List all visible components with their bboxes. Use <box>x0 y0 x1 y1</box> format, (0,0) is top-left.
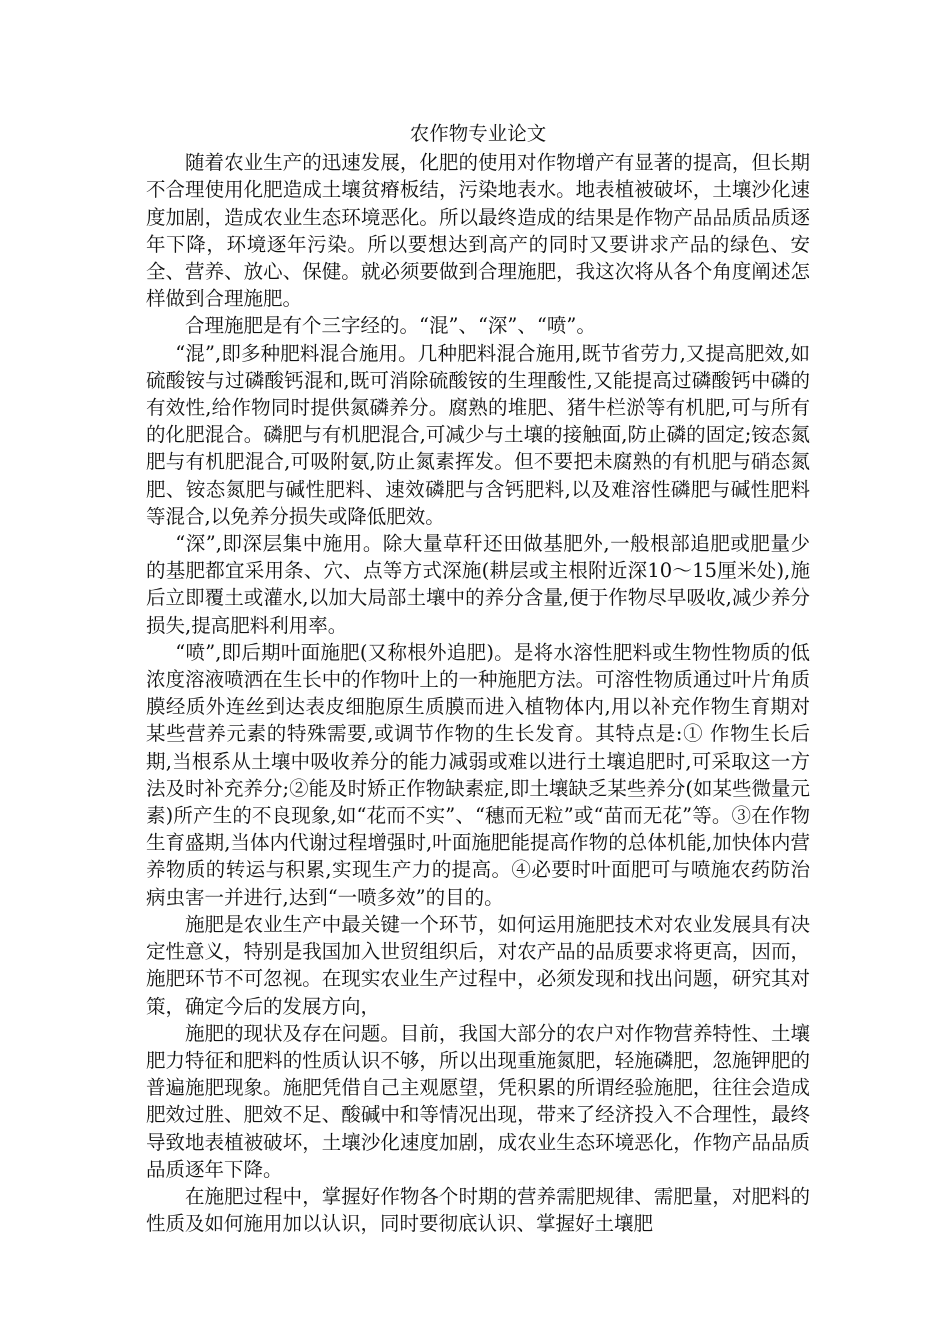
paragraph-deep: “深”,即深层集中施用。除大量草秆还田做基肥外,一般根部追肥或肥量少的基肥都宜采用条、穴、点等方式深施(耕层或主根附近深10～15厘米处),施后立即覆土或灌水,以加大局部土壤中的养分含量,便于作物尽早吸收,减少养分损失,提高肥料利用率。 <box>146 532 810 637</box>
paragraph-status: 施肥的现状及存在问题。目前，我国大部分的农户对作物营养特性、土壤肥力特征和肥料的性质认识不够，所以出现重施氮肥，轻施磷肥，忽施钾肥的普遍施肥现象。施肥凭借自己主观愿望，凭积累的所谓经验施肥，往往会造成肥效过胜、肥效不足、酸碱中和等情况出现，带来了经济投入不合理性，最终导致地表植被破坏，土壤沙化速度加剧，成农业生态环境恶化，作物产品品质品质逐年下降。 <box>146 1021 810 1181</box>
paragraph-three-words: 合理施肥是有个三字经的。“混”、“深”、“喷”。 <box>185 314 596 338</box>
paragraph-key-link: 施肥是农业生产中最关键一个环节，如何运用施肥技术对农业发展具有决定性意义，特别是我国加入世贸组织后，对农产品的品质要求将更高，因而，施肥环节不可忽视。在现实农业生产过程中，必须发现和找出问题，研究其对策，确定今后的发展方向， <box>146 912 810 1018</box>
document-title: 农作物专业论文 <box>409 122 547 145</box>
paragraph-intro: 随着农业生产的迅速发展，化肥的使用对作物增产有显著的提高，但长期不合理使用化肥造成土壤贫瘠板结，污染地表水。地表植被破坏，土壤沙化速度加剧，造成农业生态环境恶化。所以最终造成的结果是作物产品品质品质逐年下降，环境逐年污染。所以要想达到高产的同时又要讲求产品的绿色、安全、营养、放心、保健。就必须要做到合理施肥，我这次将从各个角度阐述怎样做到合理施肥。 <box>146 151 810 311</box>
paragraph-process: 在施肥过程中，掌握好作物各个时期的营养需肥规律、需肥量，对肥料的性质及如何施用加以认识，同时要彻底认识、掌握好土壤肥 <box>146 1184 810 1236</box>
paragraph-spray: “喷”,即后期叶面施肥(又称根外追肥)。是将水溶性肥料或生物性物质的低浓度溶液喷洒在生长中的作物叶上的一种施肥方法。可溶性物质通过叶片角质膜经质外连丝到达表皮细胞原生质膜而进入植物体内,用以补充作物生育期对某些营养元素的特殊需要,或调节作物的生长发育。其特点是:① 作物生长后期,当根系从土壤中吸收养分的能力减弱或难以进行土壤追肥时,可采取这一方法及时补充养分;②能及时矫正作物缺素症,即土壤缺乏某些养分(如某些微量元素)所产生的不良现象,如“花而不实”、“穗而无粒”或“苗而无花”等。③在作物生育盛期,当体内代谢过程增强时,叶面施肥能提高作物的总体机能,加快体内营养物质的转运与积累,实现生产力的提高。④必要时叶面肥可与喷施农药防治病虫害一并进行,达到“一喷多效”的目的。 <box>146 640 810 909</box>
paragraph-mix: “混”,即多种肥料混合施用。几种肥料混合施用,既节省劳力,又提高肥效,如硫酸铵与过磷酸钙混和,既可消除硫酸铵的生理酸性,又能提高过磷酸钙中磷的有效性,给作物同时提供氮磷养分。腐熟的堆肥、猪牛栏淤等有机肥,可与所有的化肥混合。磷肥与有机肥混合,可减少与土壤的接触面,防止磷的固定;铵态氮肥与有机肥混合,可吸附氨,防止氮素挥发。但不要把未腐熟的有机肥与硝态氮肥、铵态氮肥与碱性肥料、速效磷肥与含钙肥料,以及难溶性磷肥与碱性肥料等混合,以免养分损失或降低肥效。 <box>146 341 810 528</box>
document-page <box>146 120 810 1237</box>
